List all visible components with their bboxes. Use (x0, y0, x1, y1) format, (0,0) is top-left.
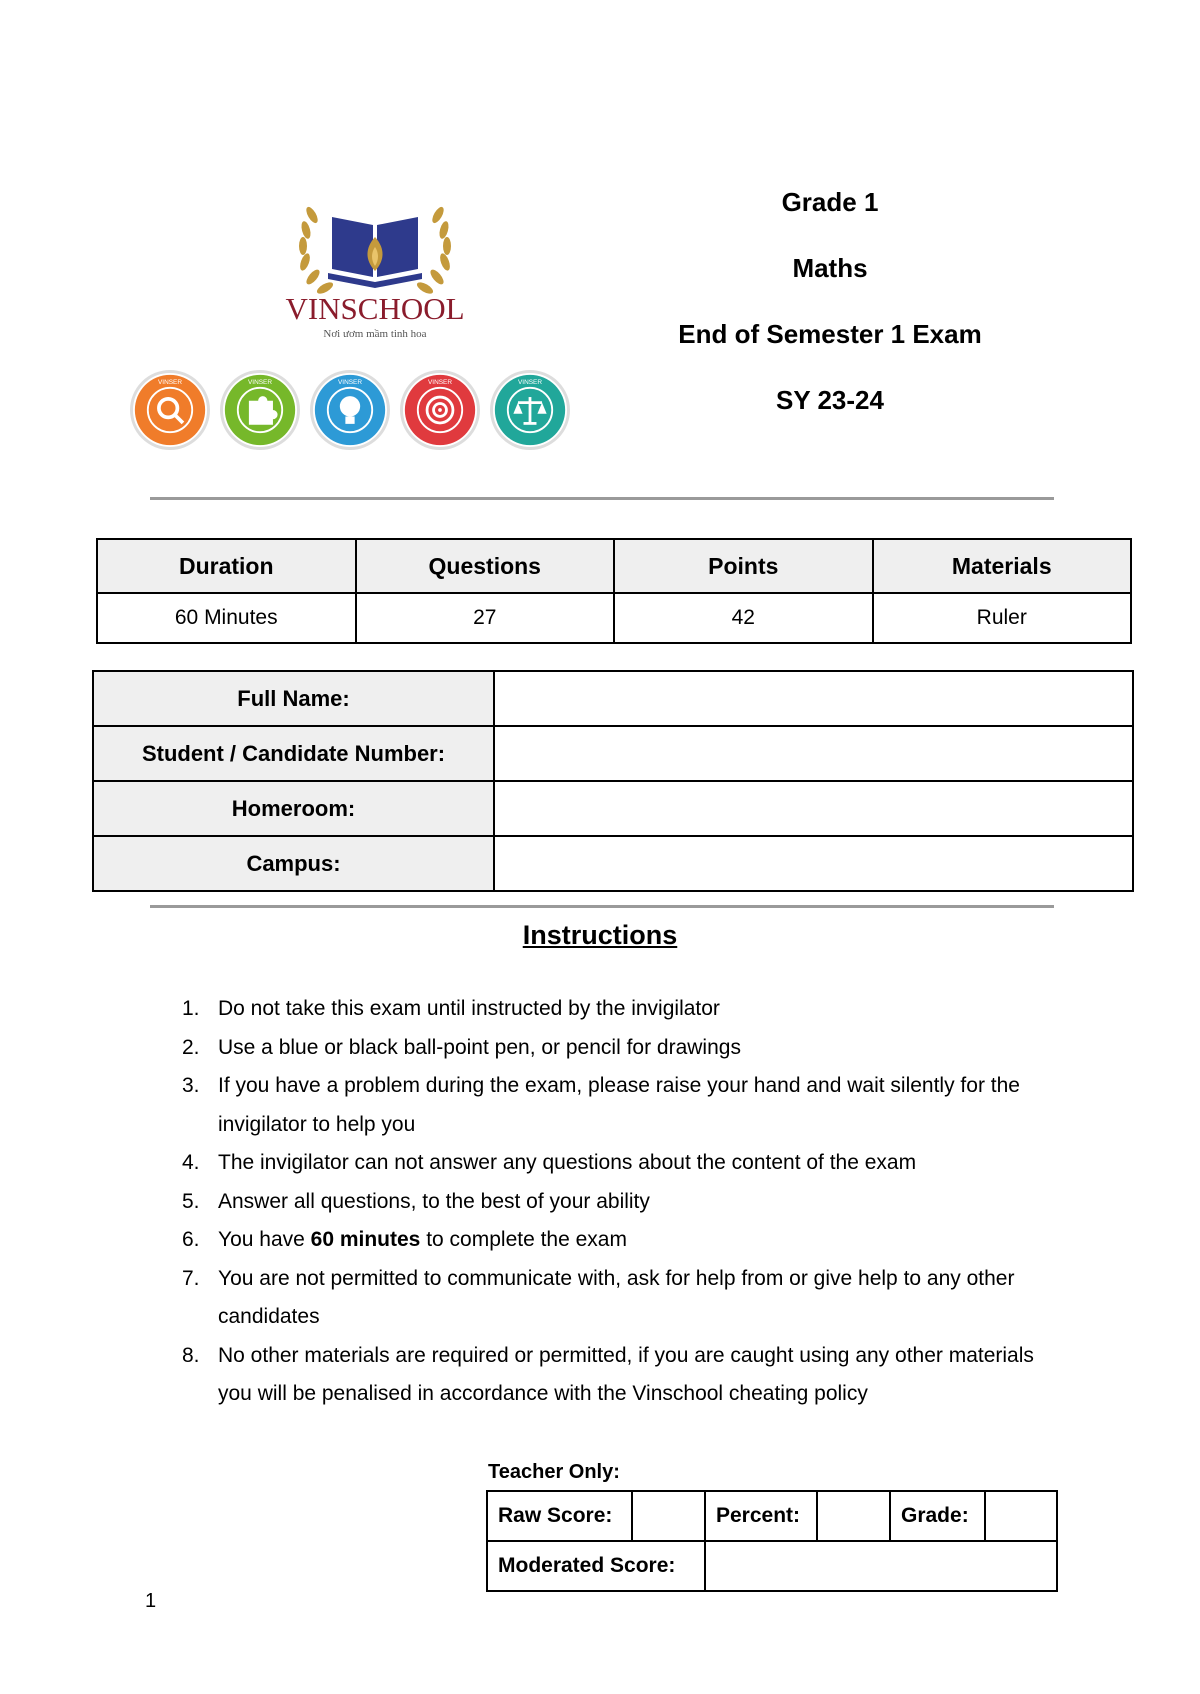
instruction-item (170, 1221, 1070, 1260)
item-text: You have (218, 1228, 311, 1251)
instruction-item (170, 1029, 1070, 1068)
page-number: 1 (145, 1590, 157, 1612)
item-text: No other materials are required or permitted, if you are caught using any other materials you will be penalised in accordance with the Vinschool cheating policy (218, 1343, 1034, 1405)
candidate-number-field[interactable] (494, 726, 1133, 781)
exam-title-block (640, 180, 1020, 444)
badge-ring-text: VINSER (157, 379, 183, 387)
duration-value: 60 Minutes (97, 593, 356, 643)
item-number: 5. (182, 1189, 200, 1213)
badge-ring-text: VINSER (427, 379, 453, 387)
badge-ring-text: VINSER (517, 379, 543, 387)
materials-header: Materials (873, 539, 1132, 593)
school-year: SY 23-24 (776, 385, 884, 415)
exam-title: End of Semester 1 Exam (678, 319, 982, 349)
grade-field[interactable] (985, 1491, 1057, 1541)
instruction-item (170, 1337, 1070, 1414)
value-badges (130, 370, 610, 456)
item-text: You are not permitted to communicate with, ask for help from or give help to any other candidates (218, 1266, 1015, 1328)
item-text: If you have a problem during the exam, please raise your hand and wait silently for the invigilator to help you (218, 1074, 1020, 1136)
materials-value: Ruler (873, 593, 1132, 643)
campus-field[interactable] (494, 836, 1133, 891)
instruction-item (170, 990, 1070, 1029)
full-name-field[interactable] (494, 671, 1133, 726)
item-text: Do not take this exam until instructed by the invigilator (218, 997, 720, 1020)
full-name-label: Full Name: (93, 671, 494, 726)
item-number: 8. (182, 1343, 200, 1367)
moderated-score-field[interactable] (705, 1541, 1057, 1591)
subject-title: Maths (792, 253, 868, 283)
percent-field[interactable] (817, 1491, 890, 1541)
candidate-number-label: Student / Candidate Number: (93, 726, 494, 781)
blue-badge (310, 370, 390, 450)
red-badge (400, 370, 480, 450)
instruction-item (170, 1183, 1070, 1222)
questions-header: Questions (356, 539, 615, 593)
item-text: Answer all questions, to the best of your ability (218, 1189, 650, 1213)
item-text: Use a blue or black ball-point pen, or pencil for drawings (218, 1035, 741, 1059)
questions-value: 27 (356, 593, 615, 643)
orange-badge (130, 370, 210, 450)
logo-wordmark: VINSCHOOL (285, 291, 465, 326)
raw-score-field[interactable] (632, 1491, 705, 1541)
item-text: The invigilator can not answer any questions about the content of the exam (218, 1151, 917, 1174)
instructions-list (170, 990, 1070, 1414)
teacher-score-table (486, 1490, 1058, 1592)
item-number: 4. (182, 1151, 200, 1174)
teacher-only-label: Teacher Only: (488, 1461, 620, 1483)
item-emphasis: 60 minutes (310, 1228, 421, 1251)
item-number: 2. (182, 1035, 200, 1059)
teal-badge (490, 370, 570, 450)
percent-label: Percent: (705, 1491, 817, 1541)
instruction-item (170, 1144, 1070, 1183)
campus-label: Campus: (93, 836, 494, 891)
vinschool-logo (270, 185, 480, 345)
divider-bottom (150, 905, 1054, 908)
instruction-item (170, 1260, 1070, 1337)
item-number: 1. (182, 997, 200, 1020)
logo-tagline: Nơi ươm mầm tinh hoa (323, 328, 427, 340)
item-text: to complete the exam (420, 1228, 627, 1251)
badge-ring-text: VINSER (247, 379, 273, 387)
raw-score-label: Raw Score: (487, 1491, 632, 1541)
points-value: 42 (614, 593, 873, 643)
divider-top (150, 497, 1054, 500)
grade-label: Grade: (890, 1491, 985, 1541)
homeroom-label: Homeroom: (93, 781, 494, 836)
homeroom-field[interactable] (494, 781, 1133, 836)
duration-header: Duration (97, 539, 356, 593)
item-number: 3. (182, 1074, 200, 1097)
item-number: 7. (182, 1266, 200, 1290)
item-number: 6. (182, 1228, 200, 1251)
points-header: Points (614, 539, 873, 593)
grade-title: Grade 1 (781, 187, 879, 217)
exam-info-table (96, 538, 1132, 644)
moderated-score-label: Moderated Score: (487, 1541, 705, 1591)
instruction-item (170, 1067, 1070, 1144)
student-details-table (92, 670, 1134, 892)
green-badge (220, 370, 300, 450)
badge-ring-text: VINSER (337, 379, 363, 387)
instructions-title: Instructions (522, 920, 678, 950)
